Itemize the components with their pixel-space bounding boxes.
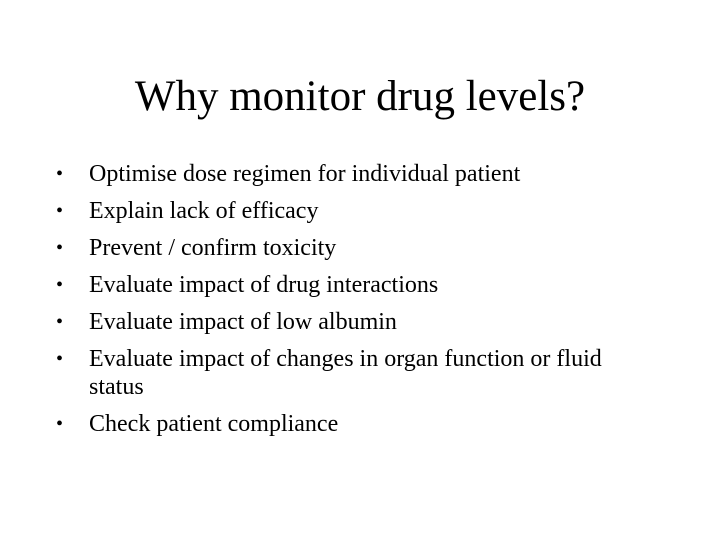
list-item bbox=[56, 271, 656, 299]
list-item bbox=[56, 410, 656, 438]
bullet-text: Optimise dose regimen for individual patient bbox=[89, 161, 521, 187]
bullet-text: Check patient compliance bbox=[89, 411, 339, 437]
bullet-icon: • bbox=[56, 413, 64, 435]
bullet-icon: • bbox=[56, 274, 64, 296]
bullet-text: Prevent / confirm toxicity bbox=[89, 235, 337, 261]
bullet-icon: • bbox=[56, 311, 64, 333]
list-item bbox=[56, 160, 656, 188]
bullet-icon: • bbox=[56, 200, 64, 222]
list-item bbox=[56, 308, 656, 336]
slide-title: Why monitor drug levels? bbox=[134, 73, 586, 120]
bullet-icon: • bbox=[56, 163, 64, 185]
list-item bbox=[56, 234, 656, 262]
bullet-icon: • bbox=[56, 237, 64, 259]
bullet-text: Evaluate impact of drug interactions bbox=[89, 272, 439, 298]
bullet-text: Evaluate impact of low albumin bbox=[89, 309, 397, 335]
bullet-text: Evaluate impact of changes in organ function or fluid status bbox=[89, 346, 602, 400]
bullet-icon: • bbox=[56, 348, 64, 370]
bullet-list bbox=[56, 160, 656, 447]
bullet-text: Explain lack of efficacy bbox=[89, 198, 319, 224]
list-item bbox=[56, 197, 656, 225]
list-item bbox=[56, 345, 656, 401]
